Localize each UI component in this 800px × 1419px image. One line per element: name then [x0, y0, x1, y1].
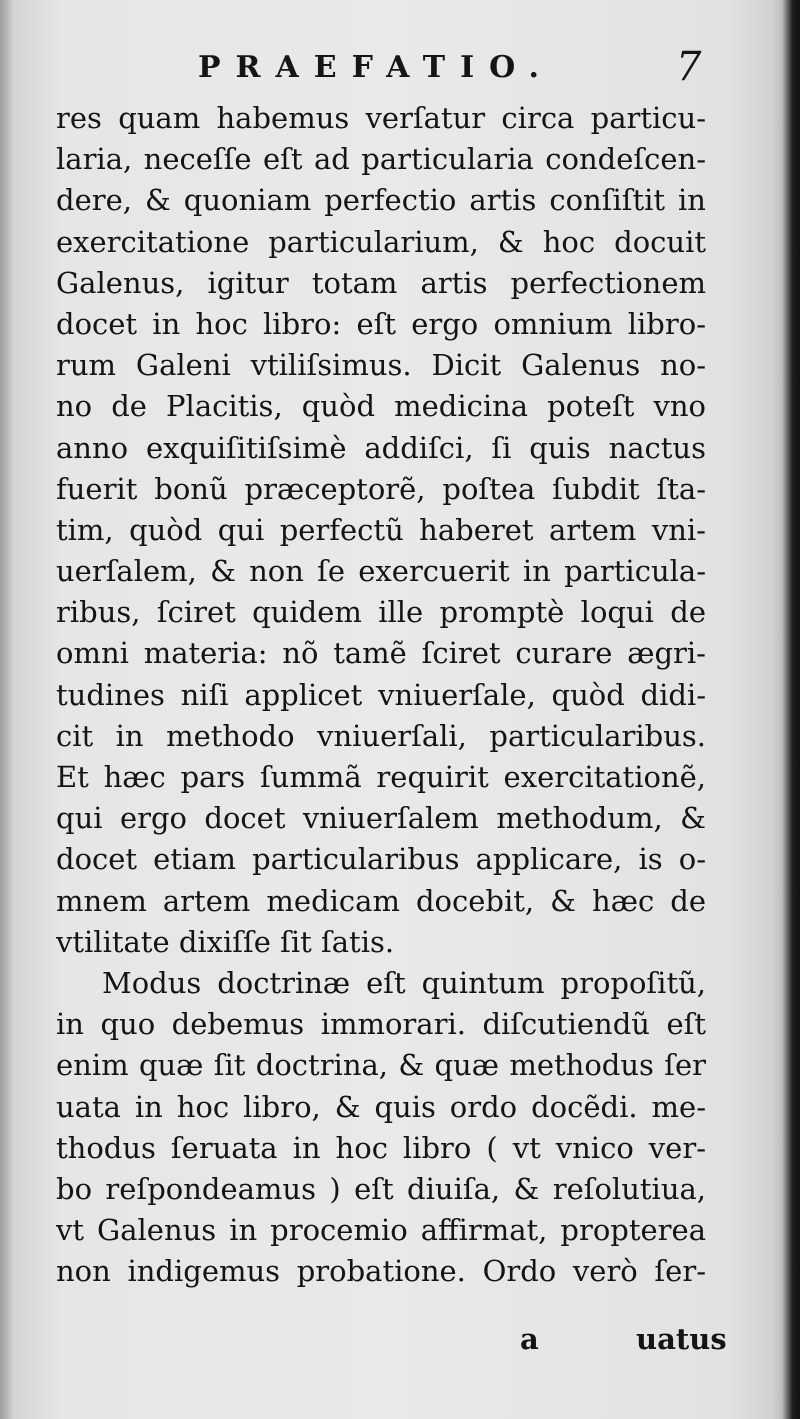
text-line: fuerit bonũ præceptorẽ, poſtea ſubdit ſta-: [56, 471, 706, 506]
text-line: bo reſpondeamus ) eſt diuiſa, & reſolutiua,: [56, 1171, 706, 1206]
text-line: tudines niſi applicet vniuerſale, quòd didi-: [56, 677, 706, 712]
text-line: mnem artem medicam docebit, & hæc de: [56, 883, 706, 918]
catchword: uatus: [636, 1322, 727, 1356]
text-line: dere, & quoniam perfectio artis conſiſtit in: [56, 183, 706, 218]
text-line: exercitatione particularium, & hoc docuit: [56, 224, 706, 259]
text-line: rum Galeni vtiliſsimus. Dicit Galenus no-: [56, 348, 706, 383]
running-head: PRAEFATIO.: [198, 50, 554, 85]
signature-mark: a: [520, 1322, 539, 1356]
text-line: anno exquiſitiſsimè addiſci, ſi quis nactus: [56, 430, 706, 465]
text-line: thodus ſeruata in hoc libro ( vt vnico ver-: [56, 1130, 706, 1165]
page-edge: [770, 0, 800, 1419]
text-line: uerſalem, & non ſe exercuerit in particula-: [56, 554, 706, 589]
text-line: Galenus, igitur totam artis perfectionem: [56, 265, 706, 300]
text-line: res quam habemus verſatur circa particu-: [56, 101, 706, 135]
text-line: laria, neceſſe eſt ad particularia condeſcen-: [56, 142, 706, 177]
text-line: docet etiam particularibus applicare, is o-: [56, 842, 706, 877]
text-line: tim, quòd qui perfectũ haberet artem vni-: [56, 512, 706, 547]
text-line: enim quæ ſit doctrina, & quæ methodus ſer: [56, 1048, 706, 1083]
text-line: docet in hoc libro: eſt ergo omnium libro-: [56, 306, 706, 341]
text-line: vtilitate dixiſſe ſit ſatis.: [56, 924, 395, 959]
page-gutter-shadow: [0, 0, 14, 1419]
text-line: non indigemus probatione. Ordo verò ſer-: [56, 1254, 706, 1289]
text-line: cit in methodo vniuerſali, particularibus.: [56, 718, 706, 753]
text-line: ribus, ſciret quidem ille promptè loqui de: [56, 595, 706, 630]
page-number: 7: [676, 44, 702, 90]
text-line: omni materia: nõ tamẽ ſciret curare ægri-: [56, 636, 706, 671]
text-line: in quo debemus immorari. diſcutiendũ eſt: [56, 1007, 706, 1042]
body-text: [56, 98, 706, 1292]
page-footer: [0, 1322, 790, 1366]
paragraph-start-line: Modus doctrinæ eſt quintum propoſitũ,: [102, 965, 706, 1000]
text-line: vt Galenus in procemio affirmat, propterea: [56, 1213, 706, 1248]
text-line: no de Placitis, quòd medicina poteſt vno: [56, 389, 706, 424]
text-line: Et hæc pars ſummã requirit exercitationẽ,: [56, 760, 706, 794]
text-line: uata in hoc libro, & quis ordo docẽdi. me-: [56, 1089, 706, 1124]
text-line: qui ergo docet vniuerſalem methodum, &: [56, 801, 706, 836]
page-header: [0, 44, 790, 94]
